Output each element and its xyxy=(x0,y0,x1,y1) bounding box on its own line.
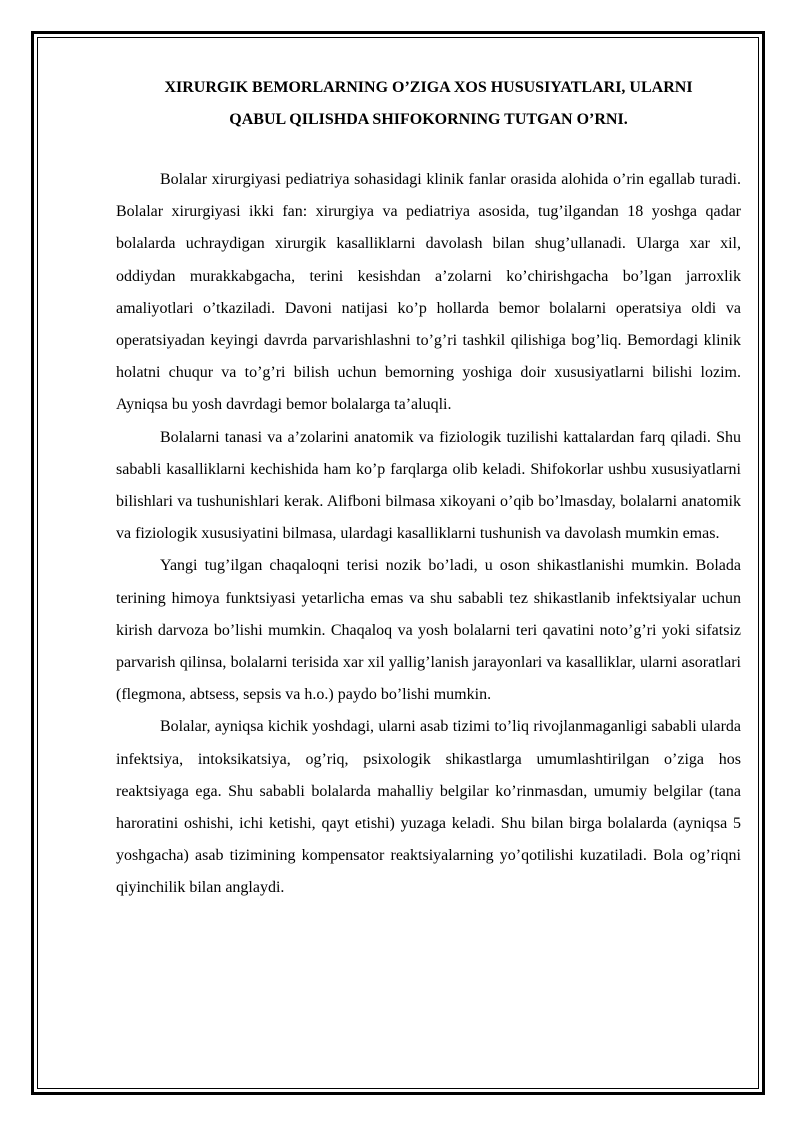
paragraph-4: Bolalar, ayniqsa kichik yoshdagi, ularni asab tizimi to’liq rivojlanmaganligi sababli ularda infektsiya, intoksikatsiya, og’riq, psixologik shikastlarga umumlashtirilgan o’ziga hos reaktsiyaga ega. Shu sababli bolalarda mahalliy belgilar ko’rinmasdan, umumiy belgilar (tana haroratini oshishi, ichi ketishi, qayt etishi) yuzaga keladi. Shu bilan birga bolalarda (ayniqsa 5 yoshgacha) asab tizimining kompensator reaktsiyalarning yo’qotilishi kuzatiladi. Bola og’riqni qiyinchilik bilan anglaydi. xyxy=(116,718,741,897)
document-title xyxy=(116,72,741,136)
title-line-2: QABUL QILISHDA SHIFOKORNING TUTGAN O’RNI. xyxy=(229,111,628,128)
title-line-1: XIRURGIK BEMORLARNING O’ZIGA XOS HUSUSIYATLARI, ULARNI xyxy=(164,79,693,96)
paragraph-3: Yangi tug’ilgan chaqaloqni terisi nozik bo’ladi, u oson shikastlanishi mumkin. Bolada terining himoya funktsiyasi yetarlicha emas va shu sababli tez shikastlanib infektsiyalar uchun kirish darvoza bo’lishi mumkin. Chaqaloq va yosh bolalarni teri qavatini noto’g’ri yoki sifatsiz parvarish qilinsa, bolalarni terisida xar xil yallig’lanish jarayonlari va kasalliklar, ularni asoratlari (flegmona, abtsess, sepsis va h.o.) paydo bo’lishi mumkin. xyxy=(116,557,741,704)
paragraph-2: Bolalarni tanasi va a’zolarini anatomik va fiziologik tuzilishi kattalardan farq qiladi. Shu sababli kasalliklarni kechishida ham ko’p farqlarga olib keladi. Shifokorlar ushbu xususiyatlarni bilishlari va tushunishlari kerak. Alifboni bilmasa xikoyani o’qib bo’lmasday, bolalarni anatomik va fiziologik xususiyatini bilmasa, ulardagi kasalliklarni tushunish va davolash mumkin emas. xyxy=(116,428,741,543)
document-body xyxy=(116,164,741,905)
paragraph-1: Bolalar xirurgiyasi pediatriya sohasidagi klinik fanlar orasida alohida o’rin egallab turadi. Bolalar xirurgiyasi ikki fan: xirurgiya va pediatriya asosida, tug’ilgandan 18 yoshga qadar bolalarda uchraydigan xirurgik kasalliklarni davolash bilan shug’ullanadi. Ularga xar xil, oddiydan murakkabgacha, terini kesishdan a’zolarni ko’chirishgacha bo’lgan jarroxlik amaliyotlari o’tkaziladi. Davoni natijasi ko’p hollarda bemor bolalarni operatsiya oldi va operatsiyadan keyingi davrda parvarishlashni to’g’ri tashkil qilishiga bog’liq. Bemordagi klinik holatni chuqur va to’g’ri bilish uchun bemorning yoshiga doir xususiyatlarni bilishi lozim. Ayniqsa bu yosh davrdagi bemor bolalarga ta’aluqli. xyxy=(116,171,741,414)
document-content xyxy=(116,72,741,905)
